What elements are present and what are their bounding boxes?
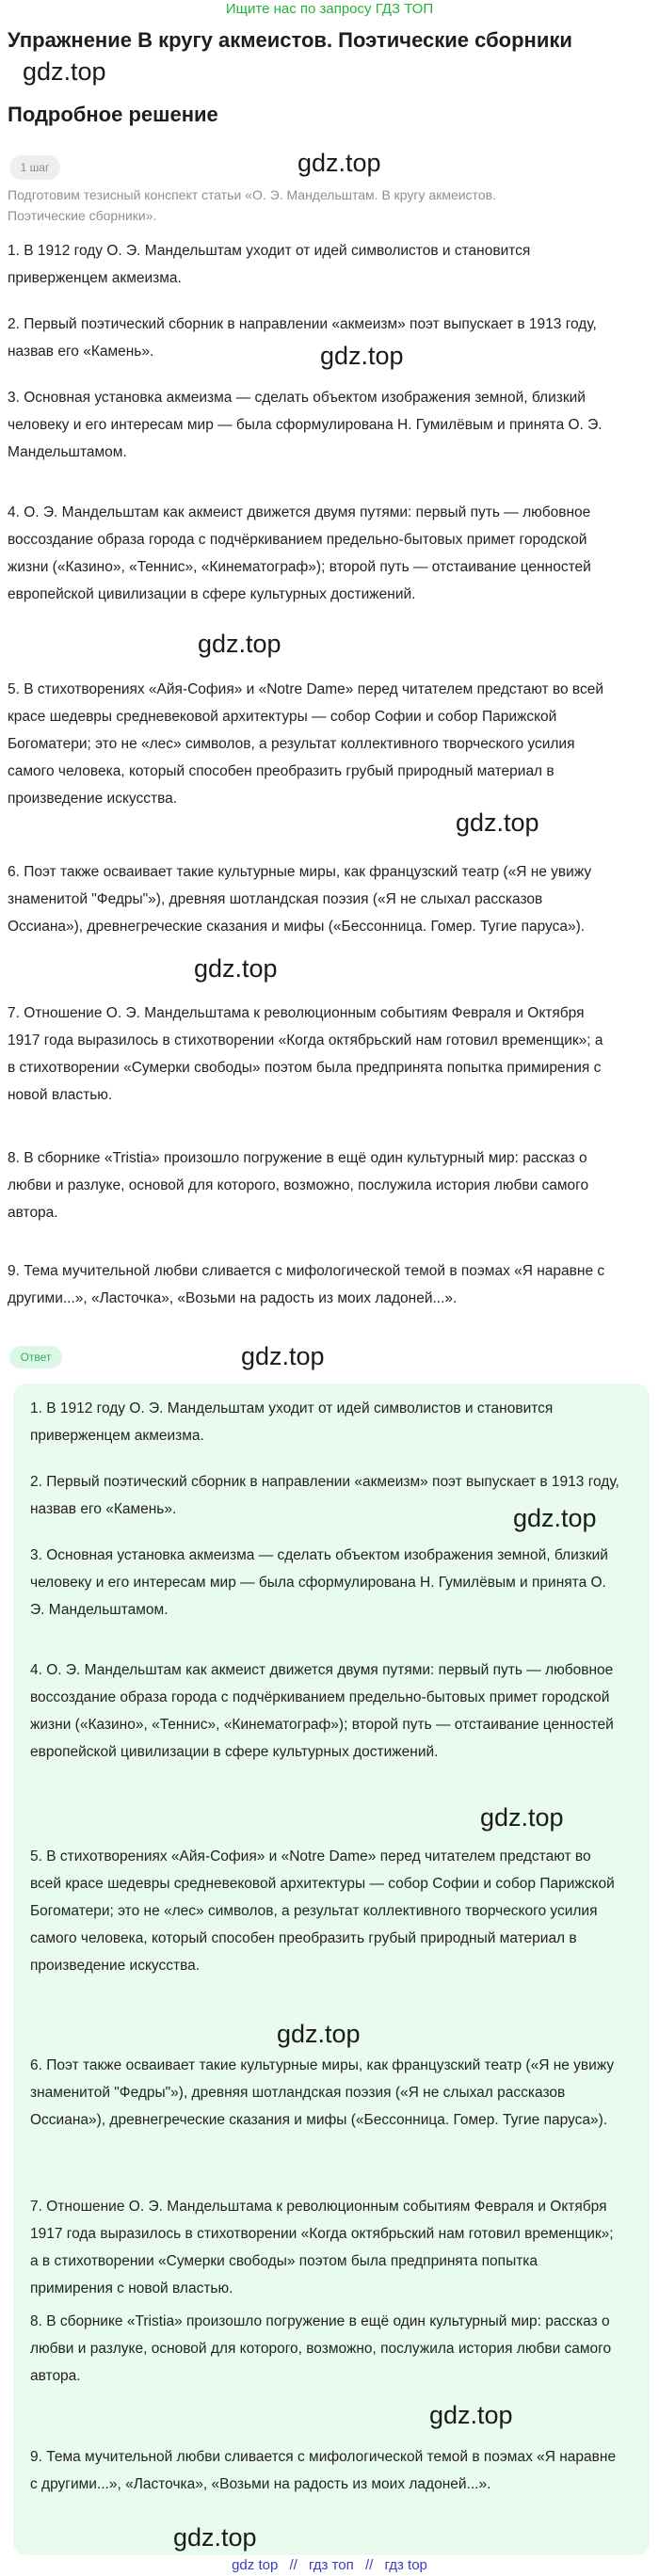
watermark: gdz.top (297, 149, 381, 177)
footer-link-gdz-top-ru[interactable]: гдз топ (309, 2557, 354, 2573)
answer-item: 1. В 1912 году О. Э. Мандельштам уходит от идей символистов и становится приверженцем акмеизма. (30, 1400, 554, 1444)
answer-item: 4. О. Э. Мандельштам как акмеист движется двумя путями: первый путь — любовное воссоздание образа города с подчёркиванием предельно-бытовых примет городской жизни («Казино», «Теннис», «Кинематограф»); второй путь — отстаивание ценностей европейской цивилизации в сфере культурных достижений. (30, 1662, 614, 1760)
footer-link-gdz-top-mixed[interactable]: гдз top (384, 2557, 427, 2573)
answer-item: 6. Поэт также осваивает такие культурные миры, как французский театр («Я не увижу знаменитой "Федры"»), древняя шотландская поэзия («Я не слыхал рассказов Оссиана»), древнегреческие сказания и мифы («Бессонница. Гомер. Тугие паруса»). (30, 2057, 615, 2128)
solution-item: 3. Основная установка акмеизма — сделать объектом изображения земной, близкий человеку и его интересам мир — была сформулирована Н. Гумилёвым и принята О. Э. Мандельштамом. (8, 390, 603, 460)
watermark: gdz.top (194, 954, 278, 983)
watermark: gdz.top (173, 2523, 257, 2552)
watermark: gdz.top (320, 342, 404, 370)
watermark: gdz.top (241, 1342, 325, 1370)
section-title: Подробное решение (8, 103, 218, 126)
watermark: gdz.top (456, 808, 539, 837)
answer-item: 7. Отношение О. Э. Мандельштама к революционным событиям Февраля и Октября 1917 года выразилось в стихотворении «Когда октябрьский нам готовил временщик»; а в стихотворении «Сумерки свободы» поэтом была предпринята попытка примирения с новой властью. (30, 2199, 614, 2296)
solution-item: 2. Первый поэтический сборник в направлении «акмеизм» поэт выпускает в 1913 году, назвав его «Камень». (8, 316, 597, 360)
watermark: gdz.top (277, 2020, 361, 2048)
watermark: gdz.top (198, 630, 281, 658)
answer-item: 9. Тема мучительной любви сливается с мифологической темой в поэмах «Я наравне с другими...», «Ласточка», «Возьми на радость из моих ладоней...». (30, 2449, 617, 2492)
answer-item: 5. В стихотворениях «Айя-София» и «Notre Dame» перед читателем предстают во всей красе шедевры средневековой архитектуры — собор Софии и собор Парижской Богоматери; это не «лес» символов, а результат коллективного творческого усилия самого человека, который способен преобразить грубый природный материал в произведение искусства. (30, 1848, 615, 1974)
watermark: gdz.top (23, 57, 106, 86)
answer-item: 8. В сборнике «Tristia» произошло погружение в ещё один культурный мир: рассказ о любви и разлуке, основой для которого, возможно, послужила история любви самого автора. (30, 2313, 612, 2384)
solution-item: 6. Поэт также осваивает такие культурные миры, как французский театр («Я не увижу знаменитой "Федры"»), древняя шотландская поэзия («Я не слыхал рассказов Оссиана»), древнегреческие сказания и мифы («Бессонница. Гомер. Тугие паруса»). (8, 864, 592, 935)
footer-separator: // (289, 2557, 297, 2573)
page-title: Упражнение В кругу акмеистов. Поэтические сборники (8, 28, 572, 52)
intro-note: Подготовим тезисный конспект статьи «О. Э. Мандельштам. В кругу акмеистов. Поэтические сборники». (8, 187, 496, 223)
step-badge: 1 шаг (9, 155, 60, 180)
watermark: gdz.top (480, 1803, 564, 1832)
solution-item: 8. В сборнике «Tristia» произошло погружение в ещё один культурный мир: рассказ о любви и разлуке, основой для которого, возможно, послужила история любви самого автора. (8, 1150, 589, 1221)
solution-item: 4. О. Э. Мандельштам как акмеист движется двумя путями: первый путь — любовное воссоздание образа города с подчёркиванием предельно-бытовых примет городской жизни («Казино», «Теннис», «Кинематограф»); второй путь — отстаивание ценностей европейской цивилизации в сфере культурных достижений. (8, 504, 591, 602)
answer-item: 2. Первый поэтический сборник в направлении «акмеизм» поэт выпускает в 1913 году, назвав его «Камень». (30, 1474, 619, 1517)
footer-link-gdz-top[interactable]: gdz top (232, 2557, 279, 2573)
top-banner[interactable]: Ищите нас по запросу ГДЗ ТОП (225, 1, 434, 17)
answer-badge: Ответ (9, 1346, 62, 1368)
footer-links (0, 2555, 659, 2576)
solution-item: 5. В стихотворениях «Айя-София» и «Notre Dame» перед читателем предстают во всей красе шедевры средневековой архитектуры — собор Софии и собор Парижской Богоматери; это не «лес» символов, а результат коллективного творческого усилия самого человека, который способен преобразить грубый природный материал в произведение искусства. (8, 681, 603, 807)
solution-item: 1. В 1912 году О. Э. Мандельштам уходит от идей символистов и становится приверженцем акмеизма. (8, 243, 531, 286)
watermark: gdz.top (513, 1504, 597, 1532)
answer-item: 3. Основная установка акмеизма — сделать объектом изображения земной, близкий человеку и его интересам мир — была сформулирована Н. Гумилёвым и принята О. Э. Мандельштамом. (30, 1547, 608, 1618)
footer-separator: // (364, 2557, 374, 2573)
solution-item: 7. Отношение О. Э. Мандельштама к революционным событиям Февраля и Октября 1917 года выразилось в стихотворении «Когда октябрьский нам готовил временщик»; а в стихотворении «Сумерки свободы» поэтом была предпринята попытка примирения с новой властью. (8, 1005, 603, 1103)
solution-item: 9. Тема мучительной любви сливается с мифологической темой в поэмах «Я наравне с другими...», «Ласточка», «Возьми на радость из моих ладоней...». (8, 1263, 605, 1306)
watermark: gdz.top (429, 2401, 513, 2429)
